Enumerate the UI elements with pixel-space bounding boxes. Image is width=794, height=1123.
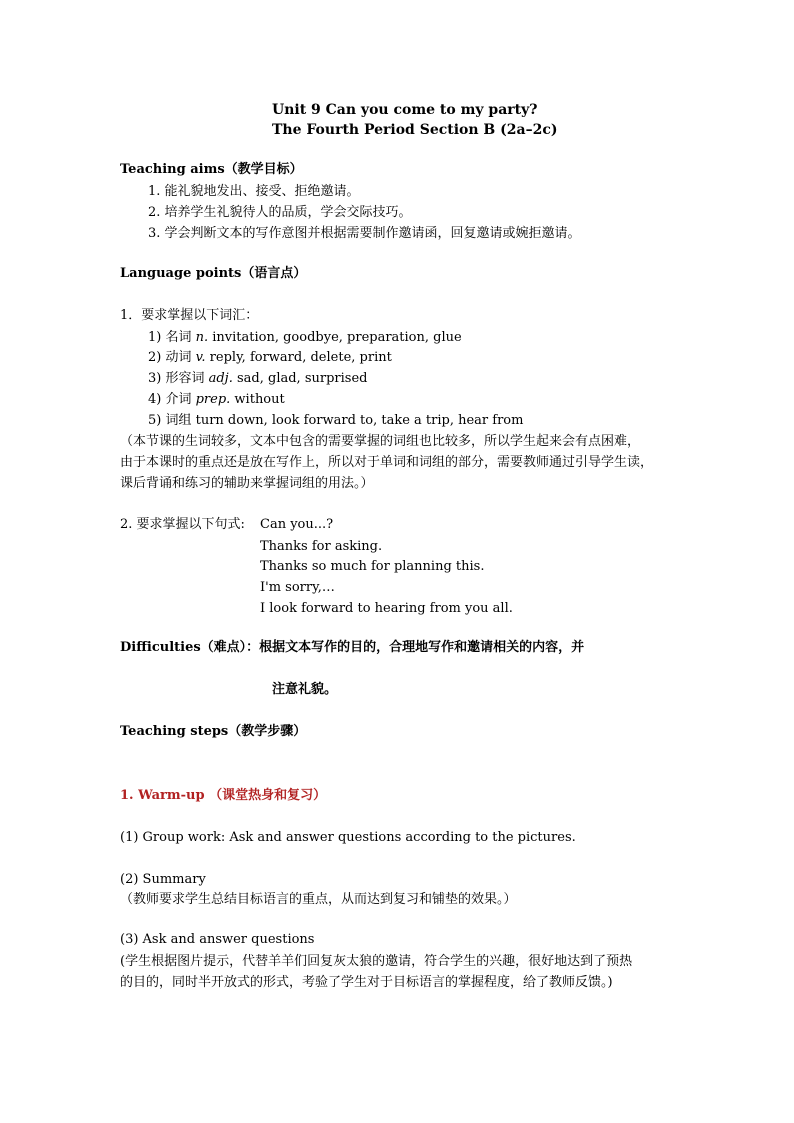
warmup-step-2-note: （教师要求学生总结目标语言的重点，从而达到复习和铺垫的效果。） (120, 892, 517, 907)
vocab-item-2: 2) 动词 v. reply, forward, delete, print (148, 350, 392, 365)
sentence-item-3: Thanks so much for planning this. (260, 559, 485, 574)
warmup-step-3: (3) Ask and answer questions (120, 932, 315, 947)
warmup-step-3-note-1: (学生根据图片提示，代替羊羊们回复灰太狼的邀请，符合学生的兴趣，很好地达到了预热 (120, 954, 633, 969)
sentence-item-1: Can you...? (260, 517, 334, 532)
warmup-step-1: (1) Group work: Ask and answer questions according to the pictures. (120, 830, 576, 845)
warmup-heading: 1. Warm-up （课堂热身和复习） (120, 788, 327, 803)
difficulties-line-2: 注意礼貌。 (272, 682, 338, 697)
vocab-note-line-2: 由于本课时的重点还是放在写作上，所以对于单词和词组的部分，需要教师通过引导学生读， (120, 455, 654, 470)
aim-item-2: 2. 培养学生礼貌待人的品质，学会交际技巧。 (148, 205, 412, 220)
sentence-intro: 2. 要求掌握以下句式: (120, 517, 245, 532)
teaching-aims-heading: Teaching aims（教学目标） (120, 162, 303, 177)
sentence-item-5: I look forward to hearing from you all. (260, 601, 513, 616)
vocab-item-4: 4) 介词 prep. without (148, 392, 285, 407)
period-title: The Fourth Period Section B (2a–2c) (272, 122, 558, 138)
language-points-heading: Language points（语言点） (120, 266, 307, 281)
warmup-step-2: (2) Summary (120, 872, 206, 887)
aim-item-3: 3. 学会判断文本的写作意图并根据需要制作邀请函，回复邀请或婉拒邀请。 (148, 226, 581, 241)
teaching-steps-heading: Teaching steps（教学步骤） (120, 724, 307, 739)
vocab-intro: 1．要求掌握以下词汇： (120, 308, 259, 323)
vocab-item-5: 5) 词组 turn down, look forward to, take a trip, hear from (148, 413, 524, 428)
warmup-step-3-note-2: 的目的，同时半开放式的形式，考验了学生对于目标语言的掌握程度，给了教师反馈。) (120, 975, 613, 990)
sentence-item-4: I'm sorry,… (260, 580, 335, 595)
sentence-item-2: Thanks for asking. (260, 539, 383, 554)
difficulties-line-1: Difficulties（难点）：根据文本写作的目的，合理地写作和邀请相关的内容，并 (120, 640, 585, 655)
unit-title: Unit 9 Can you come to my party? (272, 102, 538, 118)
vocab-note-line-1: （本节课的生词较多，文本中包含的需要掌握的词组也比较多，所以学生起来会有点困难， (120, 434, 641, 449)
vocab-item-1: 1) 名词 n. invitation, goodbye, preparation, glue (148, 330, 462, 345)
aim-item-1: 1. 能礼貌地发出、接受、拒绝邀请。 (148, 184, 360, 199)
vocab-item-3: 3) 形容词 adj. sad, glad, surprised (148, 371, 368, 386)
vocab-note-line-3: 课后背诵和练习的辅助来掌握词组的用法。） (120, 476, 374, 491)
